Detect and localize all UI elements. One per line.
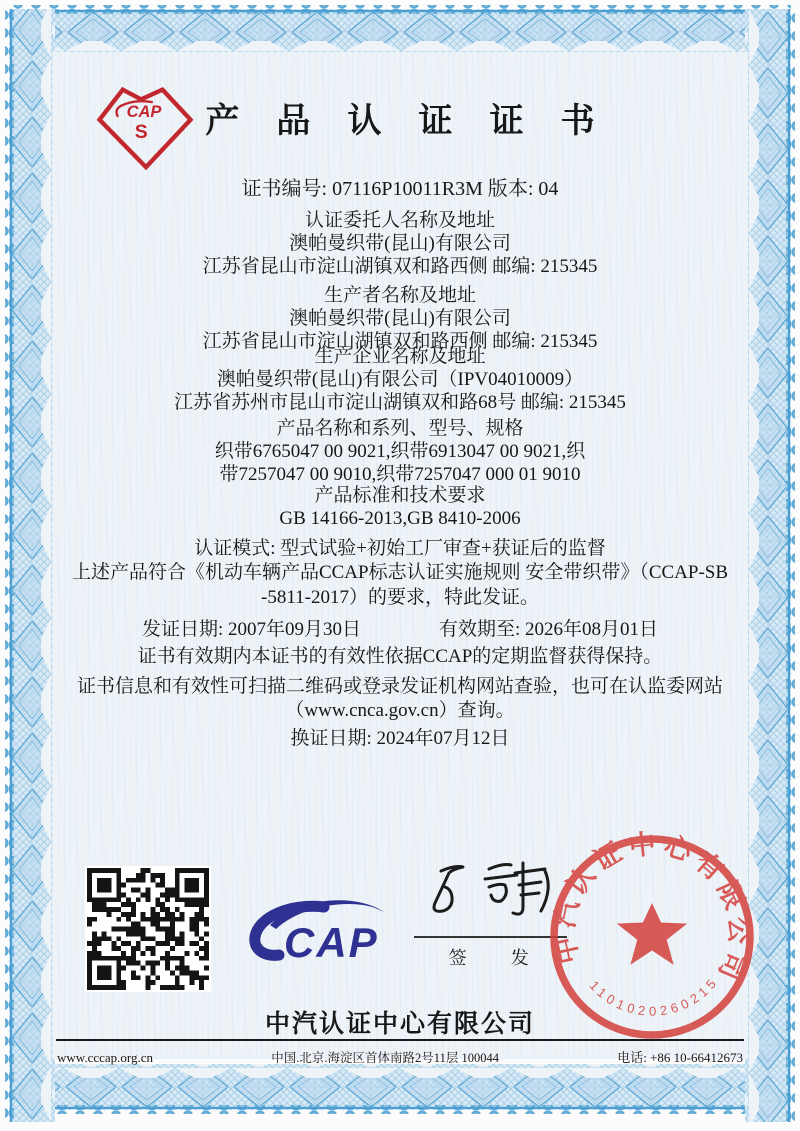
section-line: 江苏省昆山市淀山湖镇双和路西侧 邮编: 215345 <box>202 331 598 352</box>
svg-text:中汽认证中心有限公司: 中汽认证中心有限公司 <box>549 828 755 985</box>
signature-label: 签 发 <box>448 947 533 968</box>
footer-phone: 电话: +86 10-66412673 <box>617 1050 743 1065</box>
statement-line-1: 上述产品符合《机动车辆产品CCAP标志认证实施规则 安全带织带》（CCAP-SB <box>71 562 729 583</box>
section-heading: 生产者名称及地址 <box>323 285 476 306</box>
statement-line-2: -5811-2017）的要求，特此发证。 <box>261 587 539 608</box>
section-heading: 认证委托人名称及地址 <box>304 210 495 231</box>
factory-section <box>60 345 740 414</box>
section-line: 织带6765047 00 9021,织带6913047 00 9021,织 <box>214 441 586 462</box>
footer-rule <box>56 1039 744 1041</box>
producer-section <box>60 284 740 353</box>
renewal-date-line: 换证日期: 2024年07月12日 <box>290 728 510 749</box>
svg-text:CAP: CAP <box>126 102 162 121</box>
dates-row <box>60 614 740 641</box>
section-heading: 生产企业名称及地址 <box>314 346 486 367</box>
applicant-section <box>60 209 740 278</box>
qr-code-icon <box>85 866 211 992</box>
section-line: 澳帕曼织带(昆山)有限公司（IPV04010009） <box>216 369 584 390</box>
section-line: GB 14166-2013,GB 8410-2006 <box>279 508 521 529</box>
svg-text:CAP: CAP <box>284 919 379 966</box>
section-heading: 产品标准和技术要求 <box>314 485 486 506</box>
validity-maintain-line: 证书有效期内本证书的有效性依据CCAP的定期监督获得保持。 <box>137 646 663 667</box>
verify-line-2: （www.cnca.gov.cn）查询。 <box>285 700 515 721</box>
section-line: 带7257047 00 9010,织带7257047 000 01 9010 <box>219 464 581 485</box>
svg-text:1101020260215: 1101020260215 <box>586 974 721 1019</box>
certificate-number-line: 证书编号: 07116P10011R3M 版本: 04 <box>241 178 559 200</box>
footer-company-name: 中汽认证中心有限公司 <box>264 1010 535 1038</box>
issue-date: 发证日期: 2007年09月30日 <box>141 619 361 640</box>
section-heading: 产品名称和系列、型号、规格 <box>276 418 524 439</box>
product-section <box>60 417 740 486</box>
footer-website: www.cccap.org.cn <box>57 1050 154 1065</box>
footer-address: 中国.北京.海淀区首体南路2号11层 100044 <box>271 1051 499 1065</box>
section-line: 江苏省苏州市昆山市淀山湖镇双和路68号 邮编: 215345 <box>174 392 626 413</box>
valid-until-date: 有效期至: 2026年08月01日 <box>439 619 659 640</box>
footer-info-row <box>57 1047 743 1066</box>
verify-line-1: 证书信息和有效性可扫描二维码或登录发证机构网站查验，也可在认监委网站 <box>76 676 723 697</box>
page-title: 产 品 认 证 证 书 <box>205 103 609 140</box>
standard-section <box>60 484 740 530</box>
svg-text:S: S <box>134 121 148 144</box>
section-line: 澳帕曼织带(昆山)有限公司 <box>289 233 511 254</box>
certification-mode-line: 认证模式: 型式试验+初始工厂审查+获证后的监督 <box>194 538 606 559</box>
ccap-logo-icon <box>232 893 407 973</box>
section-line: 澳帕曼织带(昆山)有限公司 <box>289 308 511 329</box>
section-line: 江苏省昆山市淀山湖镇双和路西侧 邮编: 215345 <box>202 256 598 277</box>
